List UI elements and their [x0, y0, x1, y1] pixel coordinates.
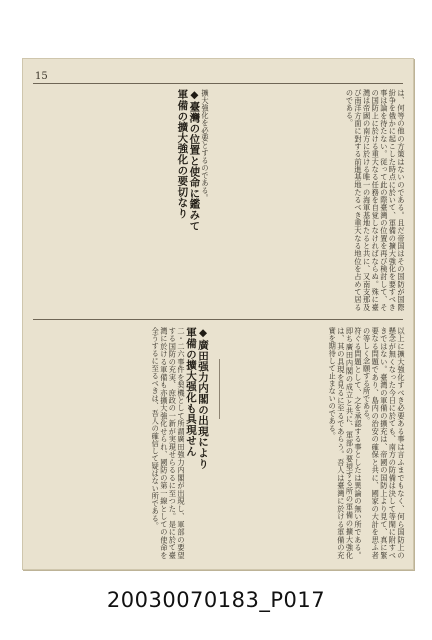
section-heading-1: ◆臺灣の位置と使命に鑑みて: [188, 89, 201, 231]
text-block-bottom-right: 以上に擴大強化すべき必要ある事は言ふまでもなく、何ら国防上の懸念が無くなった今日に於ても、南方の防備は決して等閑に附すべきではない。臺灣の軍備の擴充は、帝國の国防上より見て、真に緊要なる問題であり、島内の治安の確保と共に、國家の大計を思ふ者の等しく念願する所である。: [362, 327, 406, 559]
archive-id-caption: 20030070183_P017: [106, 588, 326, 612]
column-top-left: [37, 89, 209, 311]
column-divider: [219, 359, 220, 419]
section-rule: [33, 319, 403, 320]
text-block-top-right: は、何等の他の方策はないのである。且だ帝国はその国防が国際紛争を俄かに起こした時点に於いて、軍備の擴大強化を要すべき事は論を待たない。従って此の際臺灣の位置を再び検討して、その国防上に於ける重大なる任務を自覚しなければならぬ。殊に臺灣は帝國の南方に於ける唯一の海軍基地たると共に、又南支那及び南洋方面に對する前進基地たるべき重大なる地位を占めて居るのである。: [345, 89, 406, 311]
section-heading-3: ◆廣田强力内閣の出現により: [197, 327, 209, 469]
column-bottom-left: [37, 327, 209, 559]
header-rule: [33, 83, 403, 84]
text-block-bottom-right-2: 符ぐる問題として、之を承認する事としたは異論の無い所である。即ち廣田内閣の成立と共に、軍部の要望する所の軍備の擴大強化は、其の具現を見るに至るであらう。吾人は臺灣に於ける軍備の充實を期待して止まないのである。: [328, 327, 364, 559]
section-heading-4: 軍備の擴大强化も具現せん: [185, 327, 197, 457]
section-heading-2: 軍備の擴大強化の要切なり: [176, 89, 189, 219]
column-top-right: [229, 89, 405, 311]
text-block-top-left-lead: 擴大強化を必要とするのである。: [201, 89, 210, 202]
column-bottom-right: [229, 327, 405, 559]
page-number: 15: [35, 71, 48, 82]
text-block-bottom-left: 二・二六事件を契機として所謂廣田強力内閣が出現し、軍部の要望する国防の充実、庶政の一新が実現せらるるに至つた。是に於て臺灣に於ける軍備も亦擴大強化せられ、國防の第一線としての使命を全うするに至るべきは、吾人の確信して疑はない所である。: [151, 327, 186, 559]
document-page: [22, 58, 414, 570]
